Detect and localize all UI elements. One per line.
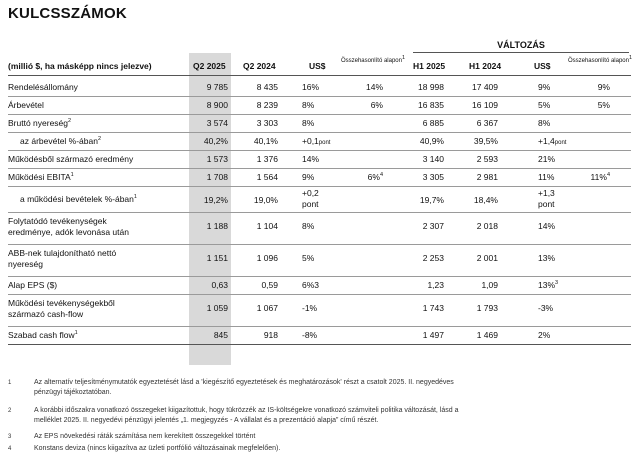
header-rule bbox=[8, 75, 631, 76]
table-row bbox=[0, 212, 640, 244]
row-label: az árbevétel %-ában$^2$ bbox=[20, 136, 102, 146]
footnote-text: pénzügyi tájékoztatóban. bbox=[34, 389, 112, 396]
cell-usd2-change: 5% bbox=[538, 100, 551, 110]
cell-h1-2025: 40,9% bbox=[419, 136, 444, 146]
h1-2024-header: H1 2024 bbox=[469, 61, 502, 71]
cell-q2-2024: 1 564 bbox=[256, 172, 278, 182]
cell-h1-2024: 1 469 bbox=[476, 330, 498, 340]
page-title: KULCSSZÁMOK bbox=[8, 5, 127, 22]
row-label: Rendelésállomány bbox=[8, 82, 78, 92]
cell-h1-2024: 1,09 bbox=[481, 280, 498, 290]
cell-usd2-change: +1,4pont bbox=[538, 136, 567, 146]
cell-q2-2025: 1 059 bbox=[206, 303, 228, 313]
cell-h1-2025: 2 307 bbox=[422, 221, 444, 231]
cell-usd1-change: -8% bbox=[302, 330, 318, 340]
row-divider bbox=[8, 344, 631, 345]
cell-q2-2024: 8 435 bbox=[256, 82, 278, 92]
table-row bbox=[0, 294, 640, 326]
footnote bbox=[8, 406, 628, 416]
cell-usd1-change: 6%3 bbox=[302, 280, 320, 290]
cell-q2-2024: 1 067 bbox=[256, 303, 278, 313]
row-label: Működési EBITA$^1$ bbox=[8, 172, 74, 182]
h1-2025-header: H1 2025 bbox=[413, 61, 446, 71]
cell-cmp1-comparable: 14% bbox=[365, 82, 383, 92]
cell-q2-2025: 1 708 bbox=[206, 172, 228, 182]
footnote bbox=[8, 432, 628, 442]
table-row bbox=[0, 78, 640, 96]
table-row bbox=[0, 276, 640, 294]
cell-q2-2024: 1 376 bbox=[256, 154, 278, 164]
cell-usd1-change: +0,1pont bbox=[302, 136, 331, 146]
cell-cmp1-comparable: 6%$^4$ bbox=[367, 172, 383, 182]
cell-usd1-change: -1% bbox=[302, 303, 318, 313]
cell-q2-2025: 845 bbox=[213, 330, 228, 340]
cell-q2-2025: 1 188 bbox=[206, 221, 228, 231]
q2-2024-header: Q2 2024 bbox=[243, 61, 276, 71]
cell-h1-2025: 1,23 bbox=[427, 280, 444, 290]
cell-h1-2024: 2 018 bbox=[476, 221, 498, 231]
cell-usd2-change: 8% bbox=[538, 118, 551, 128]
cell-h1-2024: 2 001 bbox=[476, 253, 498, 263]
cell-q2-2025: 1 151 bbox=[206, 253, 228, 263]
cell-q2-2024: 1 104 bbox=[256, 221, 278, 231]
cell-q2-2024: 0,59 bbox=[261, 280, 278, 290]
footnote-number: 4 bbox=[8, 446, 12, 452]
cell-usd1-change: 14% bbox=[302, 154, 320, 164]
change-header-rule bbox=[413, 52, 629, 53]
usd-header-halfyear: US$ bbox=[534, 61, 551, 71]
footnote bbox=[8, 444, 628, 454]
table-row bbox=[0, 326, 640, 344]
cell-q2-2024: 918 bbox=[263, 330, 278, 340]
row-label: Bruttó nyereség$^2$ bbox=[8, 118, 72, 128]
table-row bbox=[0, 186, 640, 212]
footnote-text: Az alternatív teljesítménymutatók egyeztetését lásd a 'kiegészítő egyeztetések és meghatározások' részt a csatolt 2025. II. negyedéves bbox=[34, 379, 454, 386]
table-row bbox=[0, 96, 640, 114]
table-row bbox=[0, 244, 640, 276]
cell-cmp2-comparable: 11%$^4$ bbox=[590, 172, 610, 182]
footnote-number: 3 bbox=[8, 434, 12, 440]
row-label: Szabad cash flow$^1$ bbox=[8, 330, 78, 340]
comparable-header-halfyear: Összehasonlító alapon$^1$ bbox=[567, 55, 633, 64]
footnote-text: A korábbi időszakra vonatkozó összegeket kiigazítottuk, hogy tükrözzék az IS-költségekre vonatkozó számviteli politika változását, lásd a bbox=[34, 407, 459, 414]
table-row bbox=[0, 168, 640, 186]
cell-h1-2024: 18,4% bbox=[473, 195, 498, 205]
table-row bbox=[0, 114, 640, 132]
footnote-number: 1 bbox=[8, 380, 12, 386]
cell-usd2-change: 13%$^3$ bbox=[538, 280, 559, 290]
cell-cmp1-comparable: 6% bbox=[370, 100, 383, 110]
usd-header-quarter: US$ bbox=[309, 61, 326, 71]
cell-h1-2024: 1 793 bbox=[476, 303, 498, 313]
cell-q2-2025: 8 900 bbox=[206, 100, 228, 110]
cell-q2-2024: 19,0% bbox=[253, 195, 278, 205]
cell-usd1-change: 9% bbox=[302, 172, 315, 182]
row-label: Alap EPS ($) bbox=[8, 280, 58, 290]
cell-usd2-change: 9% bbox=[538, 82, 551, 92]
cell-h1-2025: 2 253 bbox=[422, 253, 444, 263]
cell-q2-2025: 1 573 bbox=[206, 154, 228, 164]
cell-h1-2024: 2 981 bbox=[476, 172, 498, 182]
footnote bbox=[8, 388, 628, 398]
cell-q2-2024: 8 239 bbox=[256, 100, 278, 110]
footnote bbox=[8, 416, 628, 426]
cell-h1-2025: 3 305 bbox=[422, 172, 444, 182]
cell-q2-2024: 40,1% bbox=[253, 136, 278, 146]
footnote-text: Konstans deviza (nincs kiigazítva az üzleti portfólió változásainak megfelelően). bbox=[34, 445, 281, 452]
cell-q2-2025: 19,2% bbox=[203, 195, 228, 205]
cell-usd2-change: -3% bbox=[538, 303, 554, 313]
cell-q2-2025: 9 785 bbox=[206, 82, 228, 92]
table-row bbox=[0, 132, 640, 150]
row-label: Működési tevékenységekből származó cash-flow bbox=[8, 298, 115, 319]
cell-h1-2025: 18 998 bbox=[418, 82, 444, 92]
cell-usd2-change: 14% bbox=[538, 221, 556, 231]
cell-usd2-change: +1,3 pont bbox=[538, 188, 555, 209]
cell-q2-2024: 1 096 bbox=[256, 253, 278, 263]
cell-h1-2025: 16 835 bbox=[418, 100, 444, 110]
cell-q2-2025: 3 574 bbox=[206, 118, 228, 128]
cell-h1-2024: 39,5% bbox=[473, 136, 498, 146]
cell-h1-2025: 1 497 bbox=[422, 330, 444, 340]
change-header: VÁLTOZÁS bbox=[497, 40, 545, 50]
cell-h1-2024: 17 409 bbox=[472, 82, 498, 92]
cell-usd2-change: 11% bbox=[538, 172, 555, 182]
cell-q2-2024: 3 303 bbox=[256, 118, 278, 128]
unit-header: (millió $, ha másképp nincs jelezve) bbox=[8, 61, 152, 71]
cell-h1-2025: 19,7% bbox=[419, 195, 444, 205]
cell-q2-2025: 0,63 bbox=[211, 280, 228, 290]
q2-2025-header: Q2 2025 bbox=[193, 61, 226, 71]
row-label: a működési bevételek %-ában$^1$ bbox=[20, 194, 137, 204]
cell-usd1-change: 8% bbox=[302, 118, 315, 128]
table-row bbox=[0, 150, 640, 168]
cell-usd1-change: 8% bbox=[302, 221, 315, 231]
cell-q2-2025: 40,2% bbox=[203, 136, 228, 146]
footnote-text: Az EPS növekedési ráták számítása nem kerekített összegekkel történt bbox=[34, 433, 256, 440]
row-label: Folytatódó tevékenységek eredménye, adók levonása után bbox=[8, 216, 129, 237]
comparable-header-quarter: Összehasonlító alapon$^1$ bbox=[340, 55, 406, 64]
footnote bbox=[8, 378, 628, 388]
cell-usd1-change: 8% bbox=[302, 100, 315, 110]
cell-usd1-change: +0,2 pont bbox=[302, 188, 319, 209]
cell-usd2-change: 13% bbox=[538, 253, 556, 263]
cell-h1-2025: 3 140 bbox=[422, 154, 444, 164]
cell-h1-2024: 16 109 bbox=[472, 100, 498, 110]
cell-h1-2025: 6 885 bbox=[422, 118, 444, 128]
row-label: Működésből származó eredmény bbox=[8, 154, 134, 164]
footnote-number: 2 bbox=[8, 408, 12, 414]
footnote-text: melléklet 2025. II. negyedévi pénzügyi jelentés „1. megjegyzés - A vállalat és a prezentáció alapja” című részét. bbox=[34, 417, 379, 424]
cell-usd1-change: 16% bbox=[302, 82, 320, 92]
row-label: Árbevétel bbox=[8, 100, 44, 110]
cell-usd2-change: 21% bbox=[538, 154, 556, 164]
row-label: ABB-nek tulajdonítható nettó nyereség bbox=[8, 248, 117, 269]
cell-h1-2024: 6 367 bbox=[476, 118, 498, 128]
cell-h1-2025: 1 743 bbox=[422, 303, 444, 313]
cell-h1-2024: 2 593 bbox=[476, 154, 498, 164]
cell-usd1-change: 5% bbox=[302, 253, 315, 263]
cell-cmp2-comparable: 5% bbox=[597, 100, 610, 110]
cell-cmp2-comparable: 9% bbox=[597, 82, 610, 92]
cell-usd2-change: 2% bbox=[538, 330, 551, 340]
